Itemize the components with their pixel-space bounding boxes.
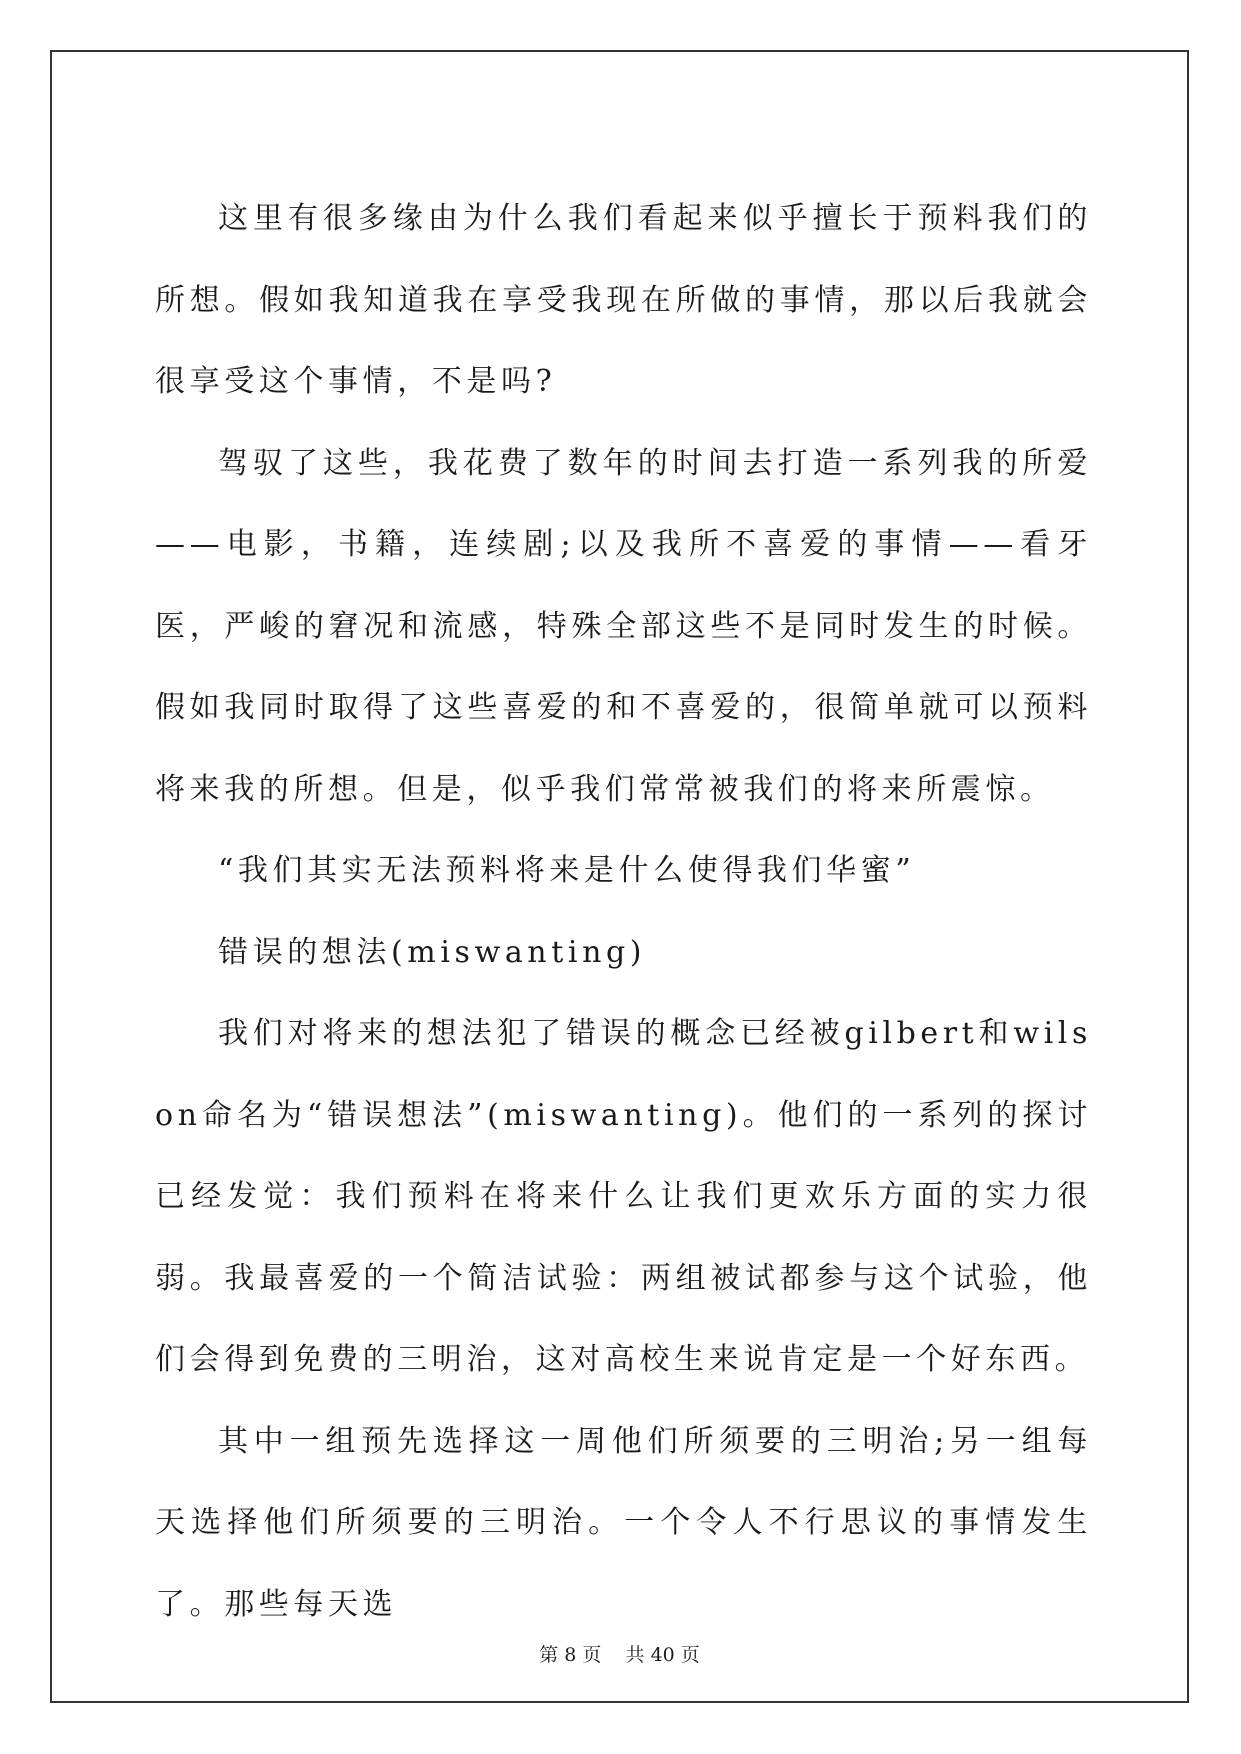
paragraph: 这里有很多缘由为什么我们看起来似乎擅长于预料我们的所想。假如我知道我在享受我现在所做的事情，那以后我就会很享受这个事情，不是吗? bbox=[155, 201, 1092, 399]
paragraph: 驾驭了这些，我花费了数年的时间去打造一系列我的所爱——电影，书籍，连续剧;以及我所不喜爱的事情——看牙医，严峻的窘况和流感，特殊全部这些不是同时发生的时候。假如我同时取得了这些喜爱的和不喜爱的，很简单就可以预料将来我的所想。但是，似乎我们常常被我们的将来所震惊。 bbox=[155, 445, 1092, 807]
paragraph: “我们其实无法预料将来是什么使得我们华蜜” bbox=[218, 853, 916, 888]
paragraph: 我们对将来的想法犯了错误的概念已经被gilbert和wilson命名为“错误想法”(miswanting)。他们的一系列的探讨已经发觉：我们预料在将来什么让我们更欢乐方面的实力很弱。我最喜爱的一个简洁试验：两组被试都参与这个试验，他们会得到免费的三明治，这对高校生来说肯定是一个好东西。 bbox=[155, 1016, 1092, 1377]
document-page bbox=[50, 50, 1189, 1703]
paragraph: 其中一组预先选择这一周他们所须要的三明治;另一组每天选择他们所须要的三明治。一个令人不行思议的事情发生了。那些每天选 bbox=[155, 1423, 1092, 1622]
document-body bbox=[155, 178, 1092, 1645]
page-number-footer: 第 8 页 共 40 页 bbox=[539, 1644, 700, 1666]
section-heading: 错误的想法(miswanting) bbox=[218, 934, 647, 970]
